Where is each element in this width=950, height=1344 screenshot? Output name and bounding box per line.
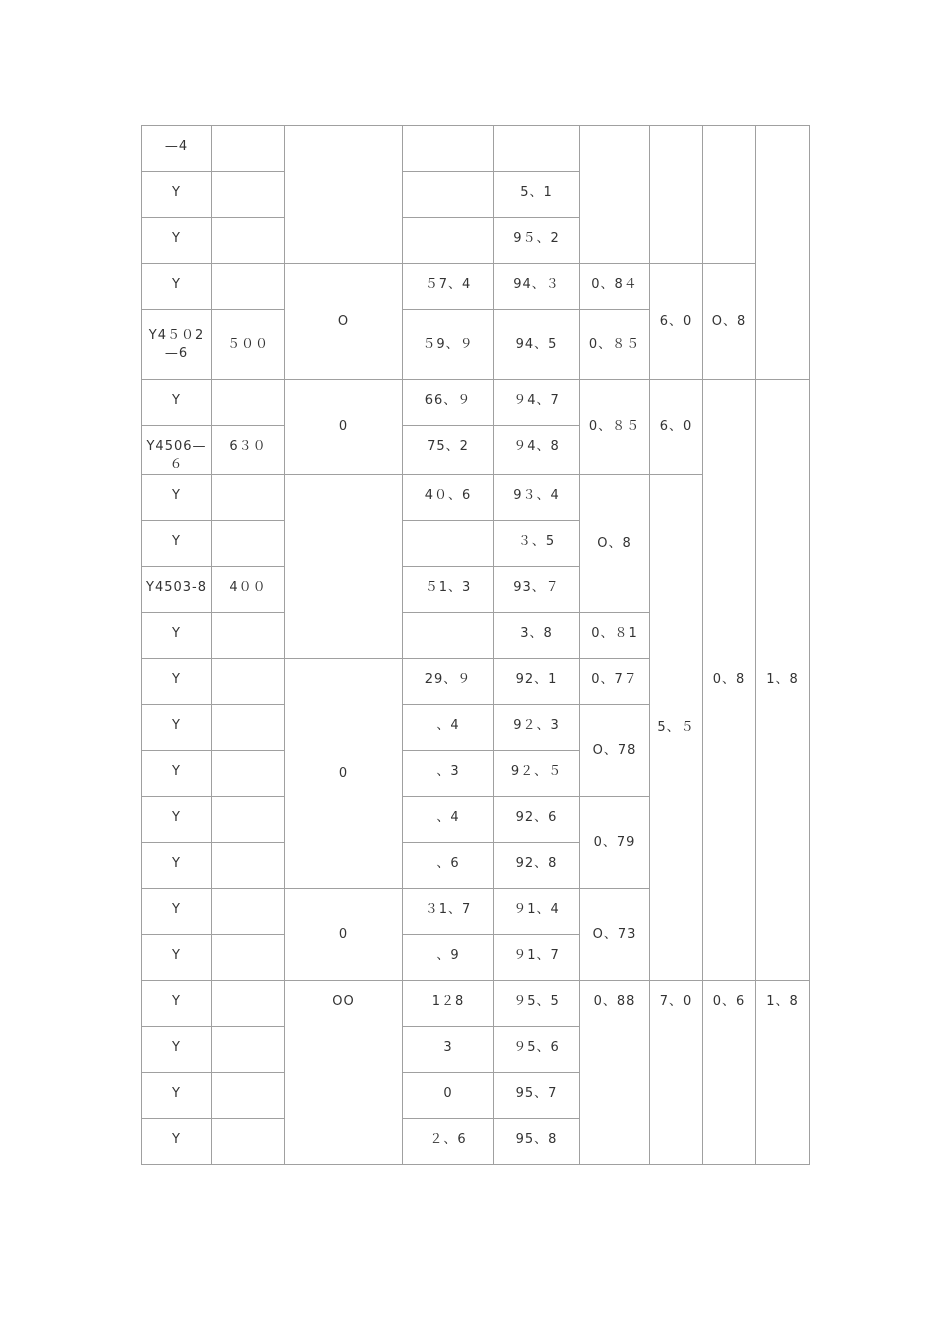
- model-cell: Y: [142, 172, 212, 218]
- model-cell: Y: [142, 1073, 212, 1119]
- power-cell: 4００: [212, 567, 285, 613]
- efficiency-cell: ９1、7: [494, 935, 580, 981]
- merged-cell: 7、0: [650, 981, 703, 1165]
- model-cell: Y: [142, 264, 212, 310]
- merged-cell: [650, 126, 703, 264]
- value-cell: 、3: [403, 751, 494, 797]
- efficiency-cell: 3、8: [494, 613, 580, 659]
- merged-cell: [285, 126, 403, 264]
- merged-cell: O、73: [580, 889, 650, 981]
- value-cell: 66、９: [403, 380, 494, 426]
- value-cell: 4０、6: [403, 475, 494, 521]
- merged-cell: [703, 126, 756, 264]
- value-cell: 、4: [403, 705, 494, 751]
- power-cell: [212, 264, 285, 310]
- efficiency-cell: 92、8: [494, 843, 580, 889]
- power-cell: ５００: [212, 310, 285, 380]
- merged-cell: 1、8: [756, 380, 810, 981]
- power-cell: [212, 1073, 285, 1119]
- factor-cell: 0、7７: [580, 659, 650, 705]
- value-cell: 、6: [403, 843, 494, 889]
- power-cell: [212, 218, 285, 264]
- merged-cell: 1、8: [756, 981, 810, 1165]
- table-row: [142, 126, 810, 172]
- value-cell: ５1、3: [403, 567, 494, 613]
- value-cell: ５9、９: [403, 310, 494, 380]
- merged-cell: O、78: [580, 705, 650, 797]
- efficiency-cell: 95、7: [494, 1073, 580, 1119]
- table-row: [142, 981, 810, 1027]
- efficiency-cell: ３、5: [494, 521, 580, 567]
- merged-cell: O、8: [703, 264, 756, 380]
- merged-cell: 6、0: [650, 380, 703, 475]
- model-cell: Y4５０2—6: [142, 310, 212, 380]
- merged-cell: OO: [285, 981, 403, 1165]
- model-cell: Y: [142, 1027, 212, 1073]
- merged-cell: O: [285, 264, 403, 380]
- efficiency-cell: 5、1: [494, 172, 580, 218]
- factor-cell: 0、8４: [580, 264, 650, 310]
- model-cell: Y: [142, 981, 212, 1027]
- model-cell: Y: [142, 797, 212, 843]
- power-cell: [212, 751, 285, 797]
- value-cell: ３1、7: [403, 889, 494, 935]
- model-cell: Y: [142, 1119, 212, 1165]
- power-cell: [212, 843, 285, 889]
- model-cell: Y: [142, 380, 212, 426]
- merged-cell: 0: [285, 659, 403, 889]
- merged-cell: 0: [285, 889, 403, 981]
- value-cell: 1２8: [403, 981, 494, 1027]
- efficiency-cell: ９5、5: [494, 981, 580, 1027]
- efficiency-cell: ９4、8: [494, 426, 580, 475]
- efficiency-cell: 92、6: [494, 797, 580, 843]
- power-cell: [212, 380, 285, 426]
- model-cell: Y4503-8: [142, 567, 212, 613]
- value-cell: 、9: [403, 935, 494, 981]
- value-cell: 0: [403, 1073, 494, 1119]
- efficiency-cell: 9３、4: [494, 475, 580, 521]
- value-cell: [403, 613, 494, 659]
- efficiency-cell: 95、8: [494, 1119, 580, 1165]
- model-cell: Y: [142, 521, 212, 567]
- efficiency-cell: 94、5: [494, 310, 580, 380]
- motor-spec-table: [141, 125, 810, 1165]
- model-cell: Y: [142, 751, 212, 797]
- power-cell: [212, 1027, 285, 1073]
- value-cell: [403, 126, 494, 172]
- value-cell: ２、6: [403, 1119, 494, 1165]
- power-cell: [212, 935, 285, 981]
- efficiency-cell: ９1、4: [494, 889, 580, 935]
- value-cell: 、4: [403, 797, 494, 843]
- merged-cell: 5、５: [650, 475, 703, 981]
- merged-cell: 6、0: [650, 264, 703, 380]
- model-cell: Y: [142, 659, 212, 705]
- efficiency-cell: 93、７: [494, 567, 580, 613]
- value-cell: ５7、4: [403, 264, 494, 310]
- merged-cell: 0、8: [703, 380, 756, 981]
- factor-cell: 0、８1: [580, 613, 650, 659]
- power-cell: [212, 981, 285, 1027]
- power-cell: [212, 889, 285, 935]
- efficiency-cell: 94、３: [494, 264, 580, 310]
- model-cell: Y: [142, 843, 212, 889]
- efficiency-cell: ９5、6: [494, 1027, 580, 1073]
- power-cell: [212, 705, 285, 751]
- power-cell: [212, 521, 285, 567]
- value-cell: [403, 172, 494, 218]
- power-cell: 6３０: [212, 426, 285, 475]
- model-cell: —4: [142, 126, 212, 172]
- efficiency-cell: 9５、2: [494, 218, 580, 264]
- efficiency-cell: 92、1: [494, 659, 580, 705]
- efficiency-cell: 9２、3: [494, 705, 580, 751]
- factor-cell: 0、８５: [580, 310, 650, 380]
- model-cell: Y4506—６: [142, 426, 212, 475]
- merged-cell: [756, 126, 810, 380]
- power-cell: [212, 613, 285, 659]
- power-cell: [212, 475, 285, 521]
- value-cell: [403, 218, 494, 264]
- model-cell: Y: [142, 475, 212, 521]
- power-cell: [212, 659, 285, 705]
- value-cell: [403, 521, 494, 567]
- efficiency-cell: [494, 126, 580, 172]
- value-cell: 75、2: [403, 426, 494, 475]
- value-cell: 29、９: [403, 659, 494, 705]
- merged-cell: 0、８５: [580, 380, 650, 475]
- merged-cell: 0、79: [580, 797, 650, 889]
- power-cell: [212, 1119, 285, 1165]
- model-cell: Y: [142, 705, 212, 751]
- power-cell: [212, 797, 285, 843]
- merged-cell: O、8: [580, 475, 650, 613]
- model-cell: Y: [142, 613, 212, 659]
- power-cell: [212, 172, 285, 218]
- efficiency-cell: 9２、５: [494, 751, 580, 797]
- model-cell: Y: [142, 218, 212, 264]
- model-cell: Y: [142, 889, 212, 935]
- model-cell: Y: [142, 935, 212, 981]
- merged-cell: [285, 475, 403, 659]
- merged-cell: 0、6: [703, 981, 756, 1165]
- efficiency-cell: ９4、7: [494, 380, 580, 426]
- value-cell: 3: [403, 1027, 494, 1073]
- table-row: [142, 380, 810, 426]
- table-row: [142, 264, 810, 310]
- merged-cell: [580, 126, 650, 264]
- power-cell: [212, 126, 285, 172]
- merged-cell: 0: [285, 380, 403, 475]
- merged-cell: 0、88: [580, 981, 650, 1165]
